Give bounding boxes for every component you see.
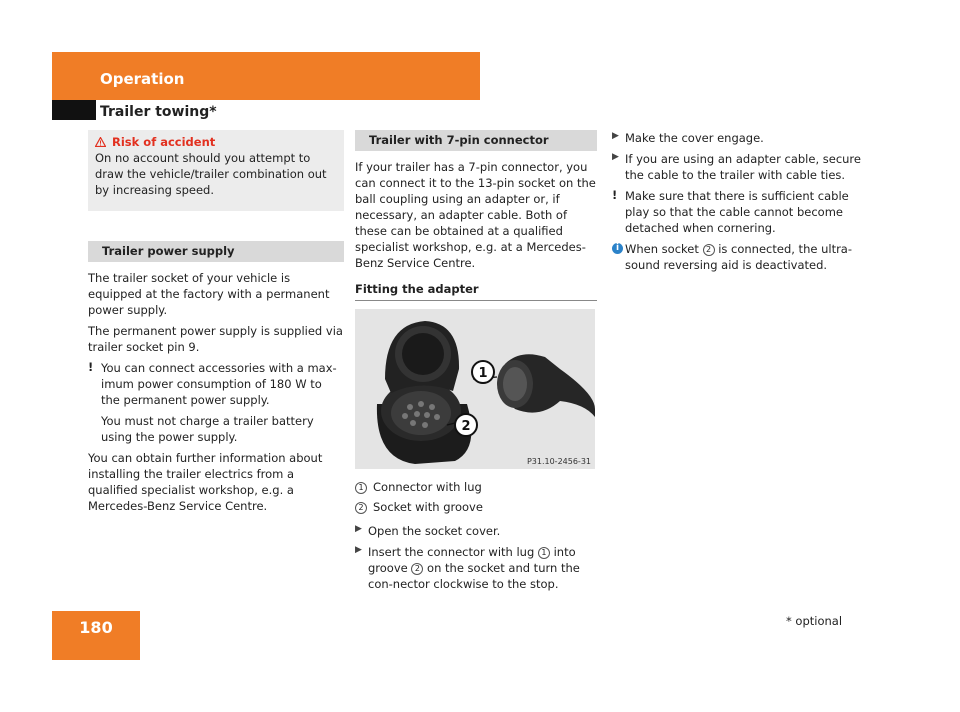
seven-pin-intro: If your trailer has a 7-pin connector, you can connect it to the 13-pin socket on the ball coupling using an adapter or, if necessary, an adapter cable. Both of these can be obtained at a qualified specialist workshop, e.g. at a Mercedes-Benz Service Centre. xyxy=(355,160,596,270)
info-part-a: When socket xyxy=(625,242,699,256)
caption-1 xyxy=(355,479,597,495)
callout-number-1: 1 xyxy=(538,547,550,559)
fitting-heading: Fitting the adapter xyxy=(355,281,597,301)
callout-number-2: 2 xyxy=(703,244,715,256)
step-1-text: Open the socket cover. xyxy=(368,524,501,538)
page-number: 180 xyxy=(79,618,113,637)
column-right xyxy=(612,130,864,278)
page-title: Trailer towing* xyxy=(100,104,217,120)
warning-title: Risk of accident xyxy=(112,135,216,149)
step-2-text xyxy=(368,544,597,592)
warning-text: On no account should you attempt to draw the vehicle/trailer combination out by increasing speed. xyxy=(95,151,327,197)
power-supply-p1: The trailer socket of your vehicle is equipped at the factory with a permanent power supply. xyxy=(88,271,330,317)
warning-triangle-icon xyxy=(95,137,106,147)
power-supply-p3: You can obtain further information about installing the trailer electrics from a qualified specialist workshop, e.g. a Mercedes-Benz Service Centre. xyxy=(88,451,323,513)
arrow-bullet-icon: ▶ xyxy=(355,524,362,534)
caption-2 xyxy=(355,499,597,515)
step-4-text: If you are using an adapter cable, secure the cable to the trailer with cable ties. xyxy=(625,152,861,182)
header-marker xyxy=(52,100,96,120)
arrow-bullet-icon: ▶ xyxy=(355,545,362,555)
seven-pin-heading: Trailer with 7-pin connector xyxy=(355,130,597,151)
arrow-bullet-icon: ▶ xyxy=(612,152,619,162)
cable-note xyxy=(612,188,864,236)
step-open-cover xyxy=(355,523,597,539)
step-3-text: Make the cover engage. xyxy=(625,131,764,145)
info-icon: i xyxy=(612,243,623,254)
exclamation-icon: ! xyxy=(88,360,94,374)
callout-number-2: 2 xyxy=(411,563,423,575)
power-note-1: You can connect accessories with a max-imum power consumption of 180 W to the permanent power supply. xyxy=(101,361,337,407)
step-insert-connector xyxy=(355,544,597,592)
cable-note-text: Make sure that there is sufficient cable play so that the cable cannot become detached when cornering. xyxy=(625,189,849,235)
footnote: * optional xyxy=(786,614,843,628)
step-2-part-c: on the socket and turn the con-nector clockwise to the stop. xyxy=(368,561,580,591)
step-cover-engage xyxy=(612,130,864,146)
info-text xyxy=(625,241,864,273)
arrow-bullet-icon: ▶ xyxy=(612,131,619,141)
caption-1-text: Connector with lug xyxy=(373,480,482,494)
info-part-b: is connected, the ultra-sound reversing aid is deactivated. xyxy=(625,242,853,272)
step-2-part-b: into groove xyxy=(368,545,576,575)
power-supply-heading: Trailer power supply xyxy=(88,241,344,262)
power-note xyxy=(88,360,344,445)
warning-box xyxy=(88,130,344,211)
column-middle xyxy=(355,130,597,597)
step-cable-ties xyxy=(612,151,864,183)
warning-heading xyxy=(95,134,338,150)
column-left xyxy=(88,130,344,519)
callout-2: 2 xyxy=(461,419,471,434)
adapter-illustration xyxy=(355,309,595,469)
power-note-2: You must not charge a trailer battery using the power supply. xyxy=(101,414,314,444)
step-2-part-a: Insert the connector with lug xyxy=(368,545,535,559)
info-note xyxy=(612,241,864,273)
power-supply-p2: The permanent power supply is supplied via trailer socket pin 9. xyxy=(88,324,343,354)
callout-number-1: 1 xyxy=(355,482,367,494)
callout-1: 1 xyxy=(478,366,488,381)
callout-number-2: 2 xyxy=(355,502,367,514)
section-title: Operation xyxy=(100,70,185,88)
adapter-photo xyxy=(355,309,595,469)
caption-2-text: Socket with groove xyxy=(373,500,483,514)
exclamation-icon: ! xyxy=(612,188,618,202)
photo-code: P31.10-2456-31 xyxy=(526,457,591,466)
